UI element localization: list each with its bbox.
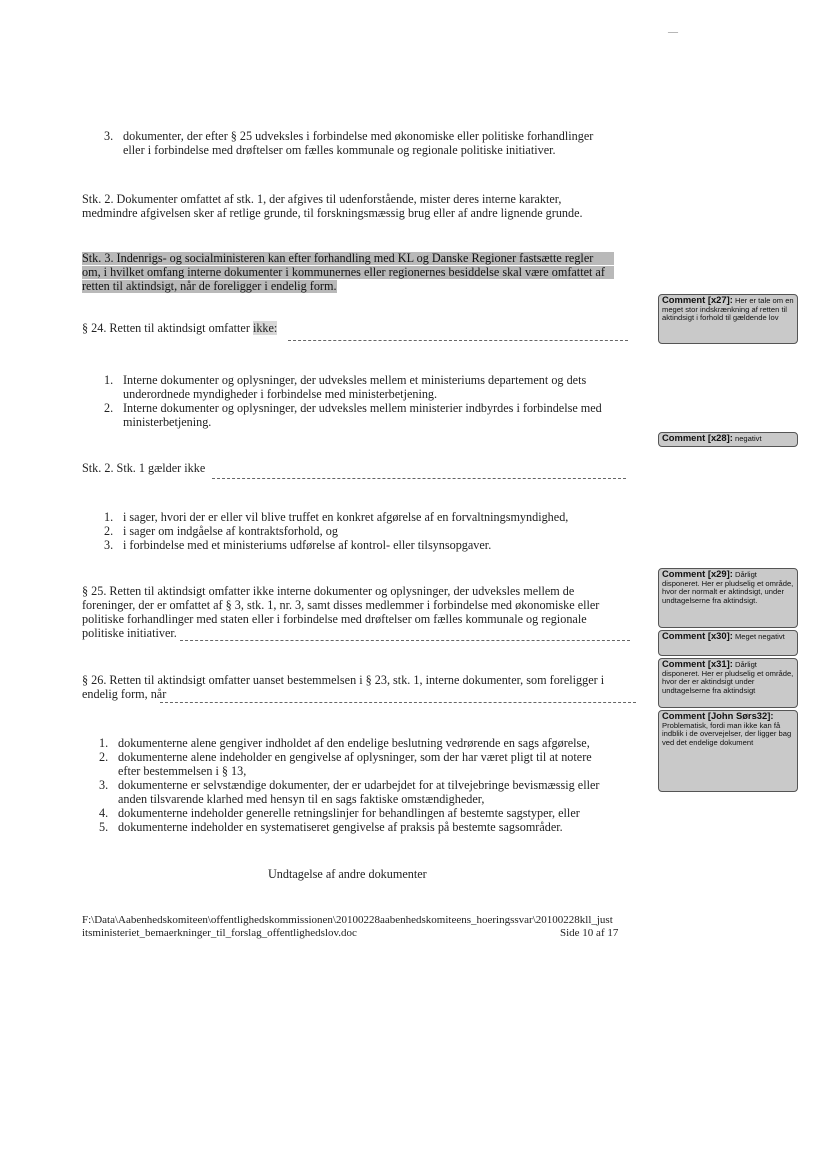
list-number: 5. (99, 820, 109, 834)
comment-balloon[interactable] (658, 658, 798, 708)
list-number: 4. (99, 806, 109, 820)
comment-text: Problematisk, fordi man ikke kan få indblik i de overvejelser, der ligger bag ved det endelige dokument (662, 720, 792, 747)
paragraph-line: retten til aktindsigt, når de foreligger i endelig form. (82, 279, 337, 293)
list-text: ministerbetjening. (123, 415, 212, 429)
list-text: dokumenterne alene indeholder en gengivelse af oplysninger, som der har været pligt til at notere (118, 750, 592, 764)
paragraph-line: endelig form, når (82, 687, 167, 701)
list-number: 3. (99, 778, 109, 792)
paragraph-line: foreninger, der er omfattet af § 3, stk. 1, nr. 3, samt disses medlemmer i forbindelse med økonomiske eller (82, 598, 600, 612)
comment-connector (288, 340, 628, 341)
comment-label: Comment [John Sørs32]: (662, 710, 774, 721)
footer-path: itsministeriet_bemaerkninger_til_forslag_offentlighedslov.doc (82, 927, 357, 939)
paragraph-stk2-b: Stk. 2. Stk. 1 gælder ikke (82, 461, 206, 475)
list-text: dokumenterne indeholder generelle retningslinjer for behandlingen af bestemte sagstyper, eller (118, 806, 580, 820)
paragraph-line: om, i hvilket omfang interne dokumenter i kommunernes eller regionernes besiddelse skal være omfattet af (82, 266, 614, 279)
comment-balloon[interactable] (658, 294, 798, 344)
comment-text: Her er tale om en meget stor indskrænkning af retten til aktindsigt i forhold til gældende lov (662, 296, 794, 323)
comment-balloon[interactable] (658, 432, 798, 447)
section-heading-text: § 24. Retten til aktindsigt omfatter (82, 321, 253, 335)
comment-text: Dårligt disponeret. Her er pludselig et område, hvor der normalt er aktindsigt, under undtagelserne fra aktindsigt. (662, 570, 794, 605)
list-text: i sager om indgåelse af kontraktsforhold, og (123, 524, 338, 538)
paragraph-line: politiske initiativer. (82, 626, 177, 640)
list-number: 3. (104, 129, 114, 143)
comment-connector (212, 478, 626, 479)
comment-connector (160, 702, 636, 703)
list-number: 1. (104, 373, 114, 387)
comment-label: Comment [x28]: (662, 432, 733, 443)
comment-connector (180, 640, 630, 641)
list-text: i sager, hvori der er eller vil blive truffet en konkret afgørelse af en forvaltningsmyndighed, (123, 510, 569, 524)
section-heading: Undtagelse af andre dokumenter (268, 867, 427, 881)
comment-label: Comment [x29]: (662, 568, 733, 579)
list-text: Interne dokumenter og oplysninger, der udveksles mellem et ministeriums departement og dets (123, 373, 587, 387)
comment-label: Comment [x31]: (662, 658, 733, 669)
footer-path: F:\Data\Aabenhedskomiteen\offentlighedskommissionen\20100228aabenhedskomiteens_hoeringssvar\20100228kll_just (82, 914, 613, 926)
list-text: i forbindelse med et ministeriums udførelse af kontrol- eller tilsynsopgaver. (123, 538, 492, 552)
list-number: 2. (99, 750, 109, 764)
list-text: dokumenter, der efter § 25 udveksles i forbindelse med økonomiske eller politiske forhandlinger (123, 129, 594, 143)
list-number: 1. (104, 510, 114, 524)
list-text: underordnede myndigheder i forbindelse med ministerbetjening. (123, 387, 438, 401)
comment-label: Comment [x27]: (662, 294, 733, 305)
comment-label: Comment [x30]: (662, 630, 733, 641)
comment-text: Meget negativt (734, 632, 785, 641)
paragraph-line: § 25. Retten til aktindsigt omfatter ikke interne dokumenter og oplysninger, der udveksles mellem de (82, 584, 575, 598)
highlighted-word: ikke: (252, 321, 278, 335)
comment-balloon[interactable] (658, 630, 798, 656)
list-text: eller i forbindelse med drøftelser om fælles kommunale og regionale politiske initiativer. (123, 143, 556, 157)
page-number: Side 10 af 17 (560, 927, 619, 939)
list-text: dokumenterne indeholder en systematiseret gengivelse af praksis på bestemte sagsområder. (118, 820, 563, 834)
comment-text: Dårligt disponeret. Her er pludselig et område, hvor der er aktindsigt under undtagelserne fra aktindsigt (662, 660, 794, 695)
paragraph-line: Stk. 2. Dokumenter omfattet af stk. 1, der afgives til udenforstående, mister deres interne karakter, (82, 192, 562, 206)
comment-balloon[interactable] (658, 568, 798, 628)
list-number: 2. (104, 401, 114, 415)
list-text: dokumenterne alene gengiver indholdet af den endelige beslutning vedrørende en sags afgørelse, (118, 736, 590, 750)
list-number: 3. (104, 538, 114, 552)
corner-mark: — (668, 27, 678, 38)
section-heading (82, 322, 277, 335)
comment-text: negativt (734, 434, 762, 443)
list-text: dokumenterne er selvstændige dokumenter, der er udarbejdet for at tilvejebringe bevismæssig eller (118, 778, 600, 792)
comment-balloon[interactable] (658, 710, 798, 792)
paragraph-line: Stk. 3. Indenrigs- og socialministeren kan efter forhandling med KL og Danske Regioner fastsætte regler (82, 252, 614, 265)
paragraph-line: § 26. Retten til aktindsigt omfatter uanset bestemmelsen i § 23, stk. 1, interne dokumenter, som foreligger i (82, 673, 605, 687)
list-text: anden tilsvarende klarhed med hensyn til en sags faktiske omstændigheder, (118, 792, 485, 806)
paragraph-line: politiske forhandlinger med staten eller i forbindelse med drøftelser om fælles kommunale og regionale (82, 612, 587, 626)
list-number: 1. (99, 736, 109, 750)
list-number: 2. (104, 524, 114, 538)
list-text: efter bestemmelsen i § 13, (118, 764, 247, 778)
paragraph-line: medmindre afgivelsen sker af retlige grunde, til forskningsmæssig brug eller af andre lignende grunde. (82, 206, 583, 220)
list-text: Interne dokumenter og oplysninger, der udveksles mellem ministerier indbyrdes i forbindelse med (123, 401, 602, 415)
